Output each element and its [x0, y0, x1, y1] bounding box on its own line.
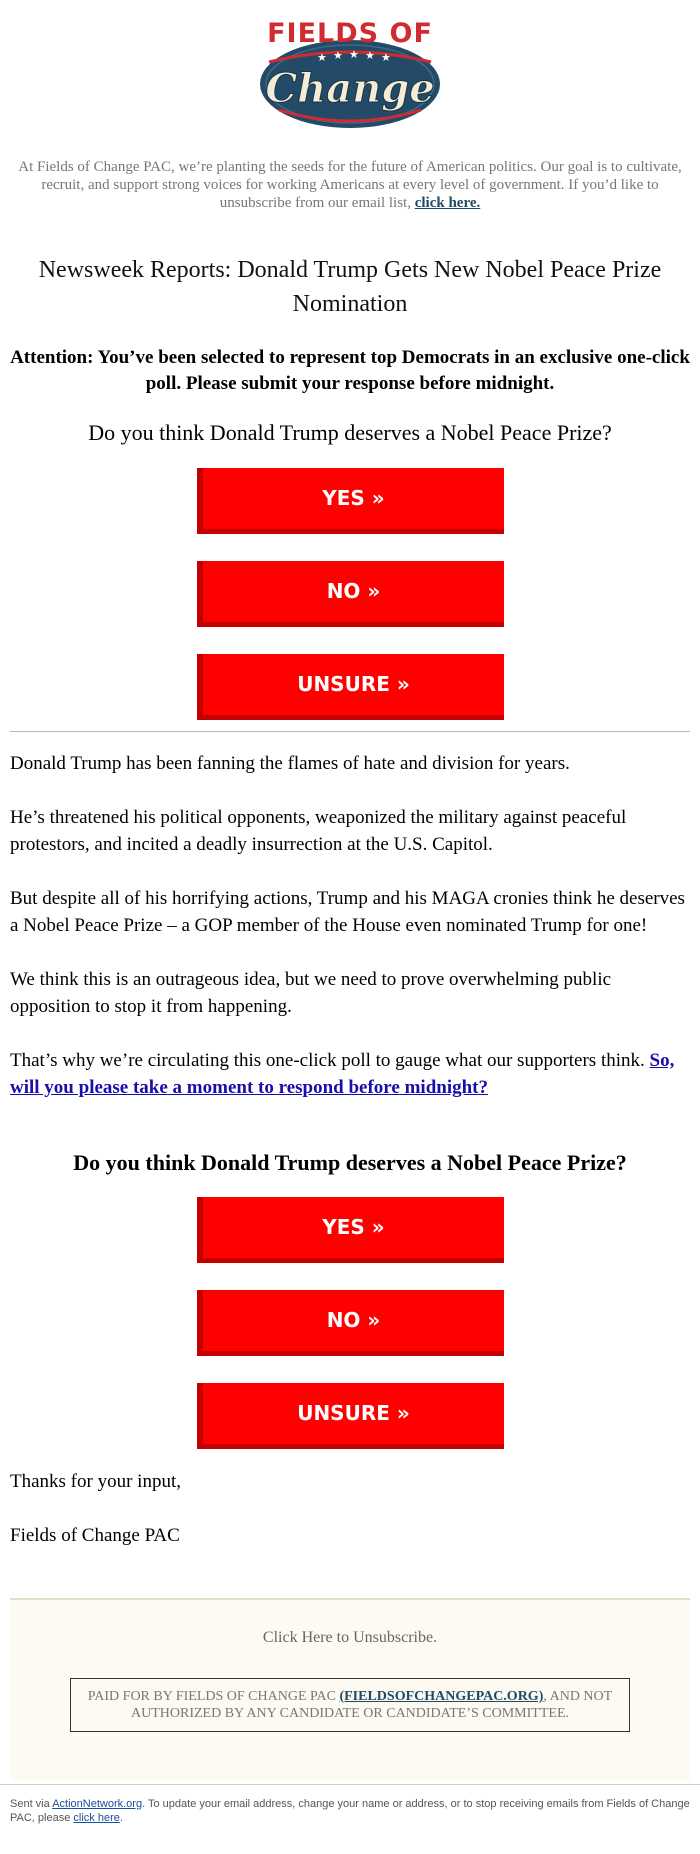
- svg-text:★: ★: [365, 49, 375, 62]
- svg-text:★: ★: [317, 51, 327, 64]
- paid-for-suffix: , AND NOT AUTHORIZED BY ANY CANDIDATE OR CANDIDATE’S COMMITTEE.: [131, 1689, 613, 1721]
- respond-link[interactable]: So, will you please take a moment to respond before midnight?: [10, 1050, 675, 1098]
- unsubscribe-top-link[interactable]: click here.: [414, 195, 481, 211]
- intro-body: At Fields of Change PAC, we’re planting the seeds for the future of American politics. Our goal is to cultivate, recruit, and support strong voices for working Americans at every level of government. If you’d like to unsubscribe from our email list,: [18, 159, 682, 211]
- yes-button-top[interactable]: YES »: [197, 468, 504, 534]
- body-paragraph-3: But despite all of his horrifying actions, Trump and his MAGA cronies think he deserves a Nobel Peace Prize – a GOP member of the House even nominated Trump for one!: [10, 888, 685, 936]
- footer: [10, 1598, 690, 1780]
- manage-email-link[interactable]: click here: [73, 1812, 120, 1824]
- actionnetwork-link[interactable]: ActionNetwork.org: [52, 1798, 143, 1810]
- no-button-bottom[interactable]: NO »: [197, 1290, 504, 1356]
- sent-via-prefix: Sent via: [10, 1798, 53, 1810]
- pac-website-link[interactable]: (FIELDSOFCHANGEPAC.ORG): [339, 1689, 544, 1704]
- divider: [10, 731, 690, 732]
- body-copy: [10, 750, 694, 1128]
- logo: [0, 0, 700, 150]
- logo-top-text: FIELDS OF: [267, 18, 433, 49]
- body-paragraph-5: [10, 1047, 694, 1101]
- fields-of-change-logo: [255, 14, 445, 132]
- headline: Newsweek Reports: Donald Trump Gets New Nobel Peace Prize Nomination: [38, 257, 662, 317]
- svg-text:★: ★: [333, 49, 343, 62]
- attention-text: Attention: You’ve been selected to represent top Democrats in an exclusive one-click poll. Please submit your response before midnight.: [10, 347, 690, 394]
- yes-button-bottom[interactable]: YES »: [197, 1197, 504, 1263]
- unsubscribe-link[interactable]: Click Here to Unsubscribe.: [262, 1629, 438, 1646]
- body-paragraph-2: He’s threatened his political opponents, weaponized the military against peaceful protestors, and incited a deadly insurrection at the U.S. Capitol.: [10, 807, 627, 855]
- intro-text: [10, 158, 690, 212]
- paid-for-prefix: PAID FOR BY FIELDS OF CHANGE PAC: [87, 1689, 340, 1704]
- poll-question-top: Do you think Donald Trump deserves a Nobel Peace Prize?: [88, 420, 612, 445]
- signature: Fields of Change PAC: [10, 1525, 180, 1546]
- no-button-top[interactable]: NO »: [197, 561, 504, 627]
- unsure-button-bottom[interactable]: UNSURE »: [197, 1383, 504, 1449]
- body-paragraph-4: We think this is an outrageous idea, but we need to prove overwhelming public opposition to stop it from happening.: [10, 969, 612, 1017]
- paid-for-disclaimer: [70, 1678, 630, 1732]
- thanks-text: Thanks for your input,: [10, 1471, 181, 1492]
- poll-question-bottom: Do you think Donald Trump deserves a Nobel Peace Prize?: [73, 1150, 627, 1175]
- body-paragraph-1: Donald Trump has been fanning the flames of hate and division for years.: [10, 753, 570, 774]
- sent-via-middle: . To update your email address, change your name or address, or to stop receiving emails from Fields of Change PAC, please: [10, 1798, 690, 1824]
- unsure-button-top[interactable]: UNSURE »: [197, 654, 504, 720]
- svg-text:★: ★: [381, 51, 391, 64]
- svg-text:★: ★: [349, 48, 359, 61]
- body-paragraph-5-text: That’s why we’re circulating this one-click poll to gauge what our supporters think.: [10, 1050, 650, 1071]
- sent-via-footer: [0, 1784, 700, 1854]
- sent-via-suffix: .: [119, 1812, 123, 1824]
- logo-script-text: Change: [265, 65, 435, 112]
